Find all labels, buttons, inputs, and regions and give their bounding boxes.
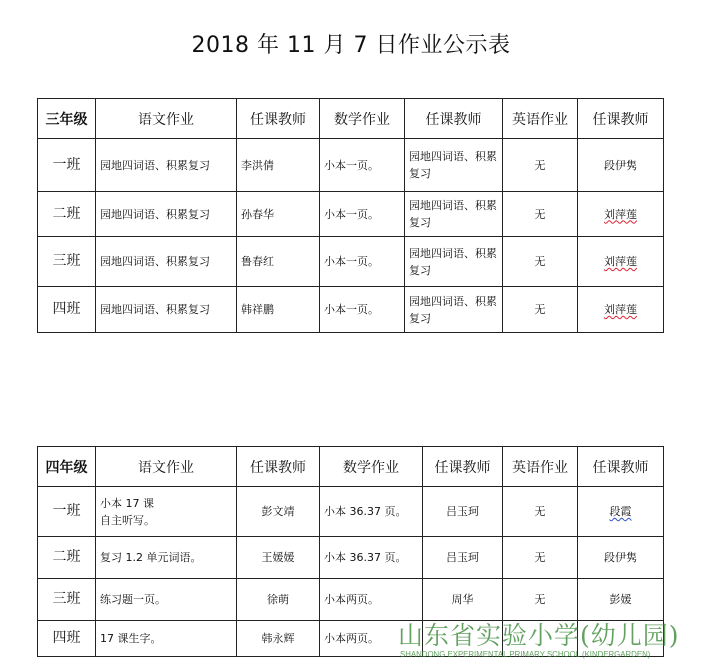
chinese-homework-cell: 17 课生字。	[96, 621, 237, 657]
teacher-name: 刘萍莲	[604, 207, 637, 221]
english-homework-cell: 无	[503, 287, 578, 333]
teacher-cell: 彭媛	[578, 579, 664, 621]
teacher-cell	[578, 287, 664, 333]
english-homework-cell: 无	[503, 579, 578, 621]
math-homework-cell: 小本两页。	[320, 579, 423, 621]
class-cell: 一班	[38, 139, 96, 192]
table-row	[38, 621, 664, 657]
chinese-homework-cell: 小本 17 课 自主听写。	[96, 487, 237, 537]
column-header: 语文作业	[96, 447, 237, 487]
math-homework-cell: 小本 36.37 页。	[320, 537, 423, 579]
english-homework-cell: 无	[503, 537, 578, 579]
table-header-row	[38, 447, 664, 487]
teacher-cell: 园地四词语、积累复习	[405, 237, 503, 287]
watermark-school-name: 山东省实验小学(幼儿园)	[398, 621, 680, 650]
chinese-homework-cell: 园地四词语、积累复习	[96, 237, 237, 287]
class-cell: 四班	[38, 621, 96, 657]
class-cell: 一班	[38, 487, 96, 537]
column-header: 任课教师	[578, 99, 664, 139]
english-homework-cell: 无	[503, 192, 578, 237]
column-header: 英语作业	[503, 447, 578, 487]
table-row	[38, 579, 664, 621]
english-homework-cell: 无	[503, 237, 578, 287]
teacher-cell: 鲁春红	[237, 237, 320, 287]
teacher-cell: 李洪倩	[237, 139, 320, 192]
column-header: 任课教师	[423, 447, 503, 487]
english-homework-cell: 无	[503, 139, 578, 192]
column-header: 任课教师	[237, 447, 320, 487]
teacher-cell	[423, 621, 503, 657]
teacher-cell	[578, 192, 664, 237]
chinese-homework-cell: 练习题一页。	[96, 579, 237, 621]
teacher-cell	[578, 487, 664, 537]
grade-4-homework-table	[37, 446, 664, 657]
column-header: 任课教师	[405, 99, 503, 139]
teacher-cell: 韩永辉	[237, 621, 320, 657]
teacher-cell: 孙春华	[237, 192, 320, 237]
column-header: 英语作业	[503, 99, 578, 139]
math-homework-cell: 小本一页。	[320, 192, 405, 237]
table-row	[38, 487, 664, 537]
teacher-cell: 韩祥鹏	[237, 287, 320, 333]
teacher-name: 段霞	[609, 505, 632, 518]
teacher-cell: 徐萌	[237, 579, 320, 621]
column-header: 数学作业	[320, 99, 405, 139]
teacher-cell: 段伊隽	[578, 537, 664, 579]
teacher-cell: 吕玉珂	[423, 487, 503, 537]
teacher-cell: 园地四词语、积累复习	[405, 287, 503, 333]
class-cell: 二班	[38, 192, 96, 237]
column-header: 任课教师	[237, 99, 320, 139]
column-header: 语文作业	[96, 99, 237, 139]
chinese-homework-cell: 复习 1.2 单元词语。	[96, 537, 237, 579]
teacher-cell: 段伊隽	[578, 139, 664, 192]
table-row	[38, 192, 664, 237]
teacher-cell: 吕玉珂	[423, 537, 503, 579]
teacher-cell	[578, 621, 664, 657]
table-row	[38, 139, 664, 192]
teacher-cell: 园地四词语、积累复习	[405, 139, 503, 192]
table-row	[38, 237, 664, 287]
class-cell: 四班	[38, 287, 96, 333]
column-header: 任课教师	[578, 447, 664, 487]
teacher-name: 刘萍莲	[604, 303, 637, 316]
page-title: 2018 年 11 月 7 日作业公示表	[191, 33, 511, 58]
chinese-homework-cell: 园地四词语、积累复习	[96, 192, 237, 237]
grade-header: 四年级	[38, 447, 96, 487]
class-cell: 三班	[38, 237, 96, 287]
teacher-name: 刘萍莲	[604, 255, 637, 268]
math-homework-cell: 小本两页。	[320, 621, 423, 657]
math-homework-cell: 小本 36.37 页。	[320, 487, 423, 537]
table-row	[38, 287, 664, 333]
chinese-homework-cell: 园地四词语、积累复习	[96, 139, 237, 192]
column-header: 数学作业	[320, 447, 423, 487]
math-homework-cell: 小本一页。	[320, 237, 405, 287]
table-row	[38, 537, 664, 579]
teacher-cell	[578, 237, 664, 287]
class-cell: 三班	[38, 579, 96, 621]
teacher-cell: 园地四词语、积累复习	[405, 192, 503, 237]
class-cell: 二班	[38, 537, 96, 579]
grade-3-homework-table	[37, 98, 664, 333]
teacher-cell: 彭文靖	[237, 487, 320, 537]
watermark-school-name-english: SHANDONG EXPERIMENTAL PRIMARY SCHOOL (KINDERGARDEN)	[400, 650, 651, 659]
teacher-cell: 王媛媛	[237, 537, 320, 579]
math-homework-cell: 小本一页。	[320, 139, 405, 192]
table-header-row	[38, 99, 664, 139]
english-homework-cell: 无	[503, 487, 578, 537]
teacher-cell: 周华	[423, 579, 503, 621]
chinese-homework-cell: 园地四词语、积累复习	[96, 287, 237, 333]
grade-header: 三年级	[38, 99, 96, 139]
english-homework-cell	[503, 621, 578, 657]
math-homework-cell: 小本一页。	[320, 287, 405, 333]
